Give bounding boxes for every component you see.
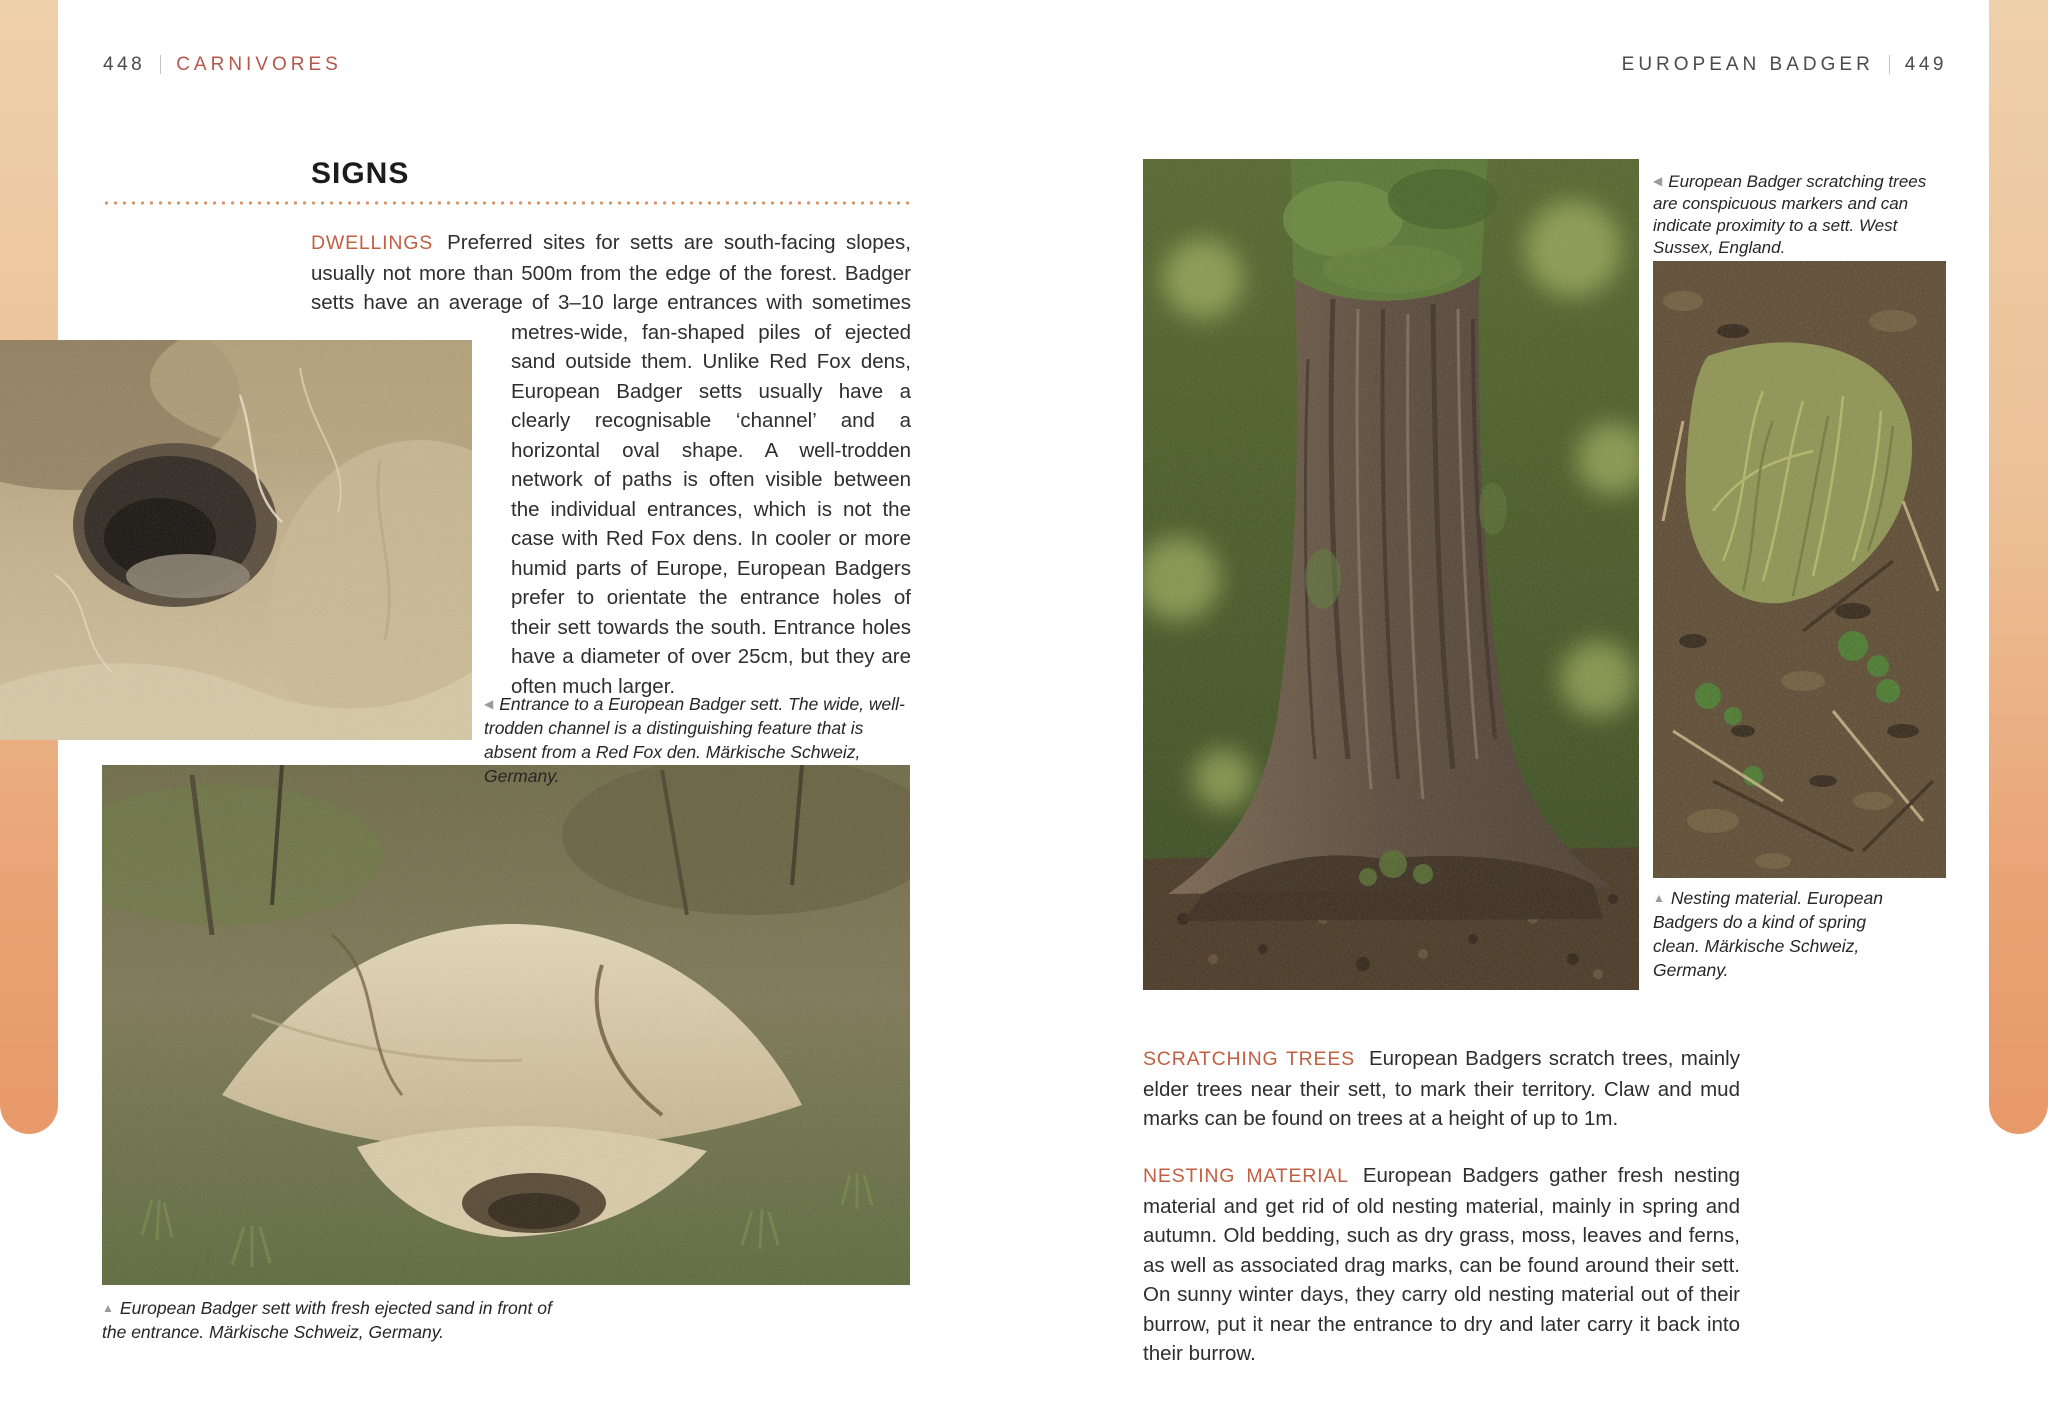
page-number-right: 449 [1904, 54, 1947, 75]
page-number-left: 448 [103, 54, 146, 75]
caption-left-icon: ◀ [484, 697, 494, 711]
header-divider [160, 55, 161, 74]
section-name-left: CARNIVORES [176, 54, 342, 75]
caption-up-icon: ▲ [102, 1301, 114, 1315]
header-divider [1889, 55, 1890, 74]
page-edge-right [1989, 0, 2048, 1134]
page-title: SIGNS [311, 157, 410, 190]
dwellings-text: Preferred sites for setts are south-facing slopes, usually not more than 500m from the edge of the forest. Badger setts have an average of 3–10 large entrances with sometimes metres-wide, fan-shaped piles of ejected sand outside them. Unlike Red Fox dens, European Badger setts usually have a clearly recognisable ‘channel’ and a horizontal oval shape. A well-trodden network of paths is often visible between the individual entrances, which is not the case with Red Fox dens. In cooler or more humid parts of Europe, European Badgers prefer to orientate the entrance holes of their sett towards the south. Entrance holes have a diameter of over 25cm, but they are often much larger. [311, 231, 911, 698]
section-name-right: EUROPEAN BADGER [1621, 54, 1874, 75]
caption-up-icon: ▲ [1653, 891, 1665, 905]
nesting-text: European Badgers gather fresh nesting material and get rid of old nesting material, mainly in spring and autumn. Old bedding, such as dry grass, moss, leaves and ferns, as well as associated drag marks, can be found around their sett. On sunny winter days, they carry old nesting material out of their burrow, put it near the entrance to dry and later carry it back into their burrow. [1143, 1164, 1740, 1365]
dwellings-label: DWELLINGS [311, 232, 434, 254]
header-right [1622, 54, 1947, 76]
caption-nesting-text: Nesting material. European Badgers do a kind of spring clean. Märkische Schweiz, Germany. [1653, 888, 1883, 980]
header-left [103, 54, 342, 76]
scratching-tree-photo [1143, 159, 1639, 990]
caption-sand [102, 1296, 572, 1344]
caption-entrance [484, 692, 908, 788]
caption-entrance-text: Entrance to a European Badger sett. The wide, well-trodden channel is a distinguishing feature that is absent from a Red Fox den. Märkische Schweiz, Germany. [484, 694, 905, 786]
dotted-rule [102, 201, 910, 205]
dwellings-paragraph [311, 228, 911, 740]
sett-sand-photo [102, 765, 910, 1285]
caption-sand-text: European Badger sett with fresh ejected sand in front of the entrance. Märkische Schweiz, Germany. [102, 1298, 552, 1342]
scratching-label: SCRATCHING TREES [1143, 1048, 1355, 1070]
nesting-material-photo [1653, 261, 1946, 878]
caption-scratching [1653, 170, 1935, 259]
scratching-text: European Badgers scratch trees, mainly elder trees near their sett, to mark their territory. Claw and mud marks can be found on trees at a height of up to 1m. [1143, 1047, 1740, 1130]
caption-scratching-text: European Badger scratching trees are conspicuous markers and can indicate proximity to a sett. West Sussex, England. [1653, 172, 1927, 257]
nesting-paragraph [1143, 1161, 1740, 1369]
scratching-paragraph [1143, 1044, 1740, 1134]
caption-nesting [1653, 886, 1888, 982]
caption-left-icon: ◀ [1653, 174, 1663, 188]
nesting-label: NESTING MATERIAL [1143, 1165, 1349, 1187]
